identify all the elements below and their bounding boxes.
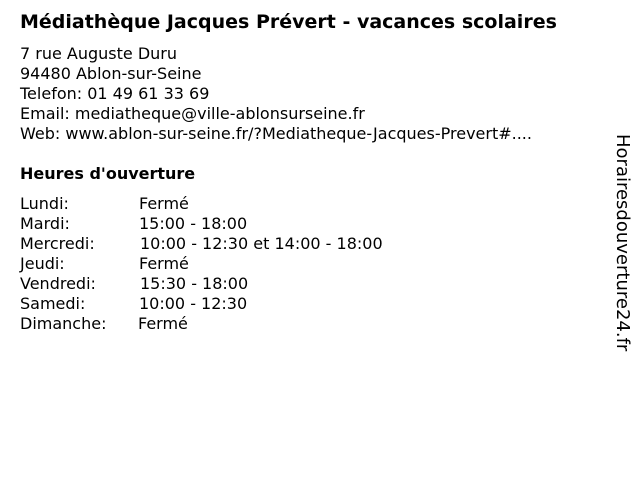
hours-value: Fermé: [138, 314, 188, 333]
hours-value: Fermé: [139, 194, 189, 213]
page-title: Médiathèque Jacques Prévert - vacances scolaires: [20, 11, 557, 33]
day-label: Jeudi:: [20, 254, 65, 273]
email-text: Email: mediatheque@ville-ablonsurseine.fr: [20, 104, 365, 123]
watermark: [612, 134, 636, 374]
address-city: 94480 Ablon-sur-Seine: [20, 64, 202, 83]
phone-text: Telefon: 01 49 61 33 69: [20, 84, 210, 103]
hours-value: 15:00 - 18:00: [139, 214, 248, 233]
website-text: Web: www.ablon-sur-seine.fr/?Mediatheque-Jacques-Prevert#....: [20, 124, 532, 143]
day-label: Dimanche:: [20, 314, 107, 333]
hours-value: 10:00 - 12:30 et 14:00 - 18:00: [140, 234, 383, 253]
hours-value: 15:30 - 18:00: [140, 274, 249, 293]
day-label: Mercredi:: [20, 234, 95, 253]
watermark-text: Horairesdouverture24.fr: [612, 134, 633, 352]
day-label: Samedi:: [20, 294, 86, 313]
day-label: Lundi:: [20, 194, 69, 213]
hours-heading: Heures d'ouverture: [20, 164, 196, 183]
day-label: Mardi:: [20, 214, 70, 233]
hours-value: Fermé: [139, 254, 189, 273]
day-label: Vendredi:: [20, 274, 96, 293]
address-street: 7 rue Auguste Duru: [20, 44, 178, 63]
contact-block: [20, 44, 532, 144]
hours-value: 10:00 - 12:30: [139, 294, 248, 313]
